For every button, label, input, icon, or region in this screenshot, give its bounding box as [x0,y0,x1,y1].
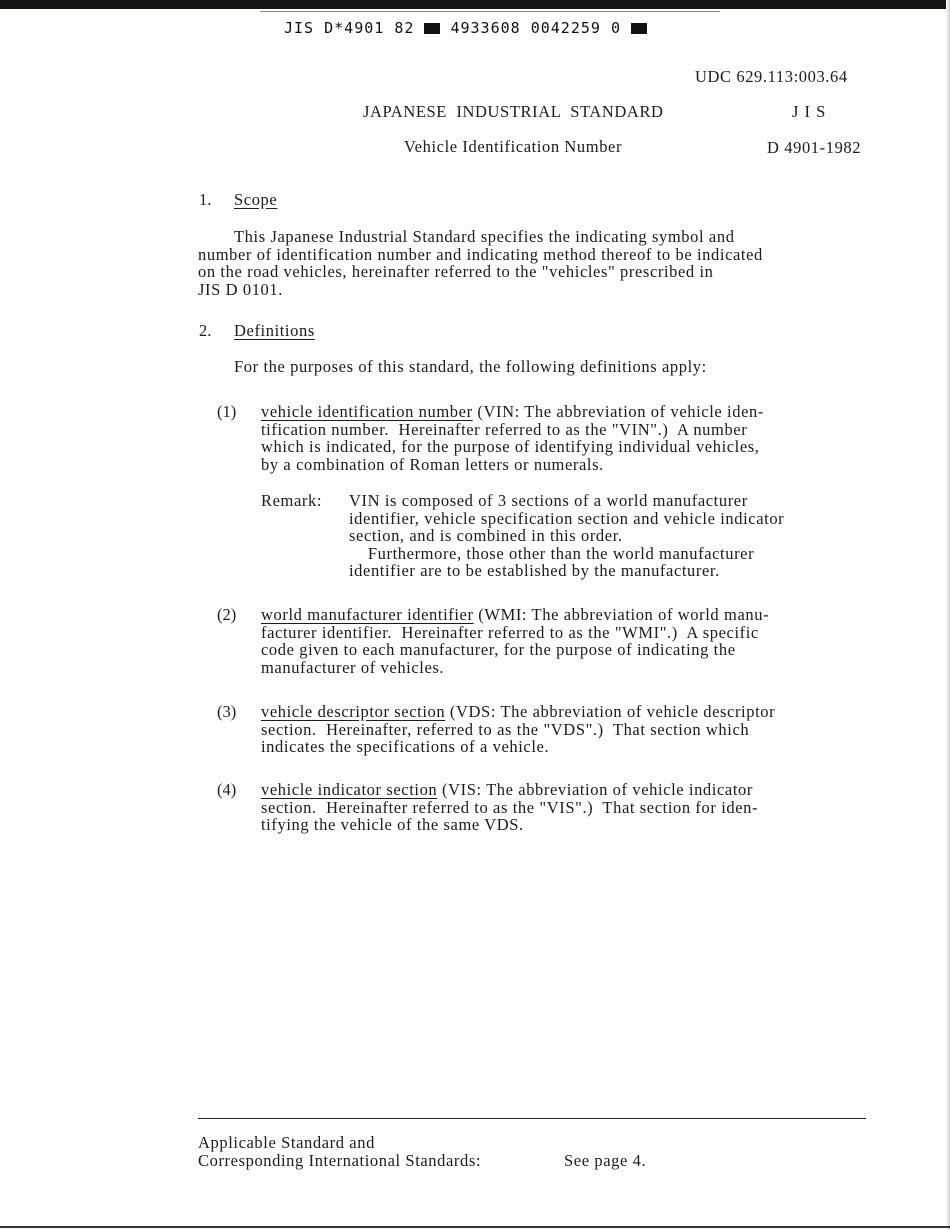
definition-text: (VDS: The abbreviation of vehicle descriptor [445,702,776,721]
paragraph-line: number of identification number and indicating method thereof to be indicated [198,244,763,264]
remark-body [349,492,879,580]
remark-line: identifier are to be established by the manufacturer. [349,561,720,580]
definition-number: (1) [217,402,237,421]
scan-bottom-edge [0,1226,950,1228]
scan-artifact-line [260,11,720,12]
definition-line: section. Hereinafter referred to as the "VIS".) That section for iden- [261,797,759,817]
section-2-number: 2. [199,321,212,340]
definition-line: section. Hereinafter, referred to as the "VDS".) That section which [261,719,750,739]
section-1-body [198,228,878,298]
definition-text: (VIS: The abbreviation of vehicle indicator [437,780,753,799]
definition-text: (VIN: The abbreviation of vehicle iden- [472,402,764,421]
section-1-heading: Scope [234,190,278,209]
definition-item-vds [261,703,901,756]
document-barcode [284,20,647,38]
definition-line: indicates the specifications of a vehicle. [261,737,550,756]
section-2-heading: Definitions [234,321,315,340]
definition-line: facturer identifier. Hereinafter referred to as the "WMI".) A specific [261,622,759,642]
definition-term: vehicle descriptor section [261,702,446,721]
jis-label: J I S [792,102,827,121]
standard-org: JAPANESE INDUSTRIAL STANDARD [363,102,664,121]
definition-line: which is indicated, for the purpose of identifying individual vehicles, [261,437,760,456]
scan-top-bar [0,0,950,9]
footer-rule [198,1118,866,1119]
definition-line: code given to each manufacturer, for the purpose of indicating the [261,640,736,659]
definition-item-vis [261,781,881,834]
remark-label: Remark: [261,491,323,510]
definition-line: manufacturer of vehicles. [261,657,445,677]
definition-item-wmi [261,606,881,676]
udc-code: UDC 629.113:003.64 [695,67,848,86]
page-title: Vehicle Identification Number [404,137,623,156]
definition-term: world manufacturer identifier [261,605,474,624]
remark-line: section, and is combined in this order. [349,526,623,545]
barcode-number: 4933608 0042259 0 [450,19,621,37]
definition-line: by a combination of Roman letters or numerals. [261,454,604,474]
footer-line-1: Applicable Standard and [198,1133,375,1152]
definition-number: (4) [217,780,237,799]
definition-term: vehicle indicator section [261,780,438,799]
definition-text: (WMI: The abbreviation of world manu- [473,605,770,624]
barcode-block-mark [424,23,440,34]
definition-number: (3) [217,702,237,721]
definition-line: tification number. Hereinafter referred to as the "VIN".) A number [261,419,748,439]
footer-see-page: See page 4. [564,1151,647,1170]
remark-line: Furthermore, those other than the world manufacturer [349,543,755,563]
barcode-block-mark [631,23,647,34]
definition-number: (2) [217,605,237,624]
definition-line: tifying the vehicle of the same VDS. [261,815,524,834]
section-2-intro: For the purposes of this standard, the following definitions apply: [234,357,707,376]
remark-line: VIN is composed of 3 sections of a world manufacturer [349,491,748,510]
paragraph-line: This Japanese Industrial Standard specifies the indicating symbol and [234,227,735,246]
footer-line-2: Corresponding International Standards: [198,1151,482,1170]
section-1-number: 1. [199,190,212,209]
barcode-prefix: JIS D*4901 82 [284,19,415,37]
scan-right-edge [946,0,950,1230]
standard-code: D 4901-1982 [767,138,862,157]
definition-item-vin [261,403,881,473]
paragraph-line: JIS D 0101. [198,279,283,299]
paragraph-line: on the road vehicles, hereinafter referred to the "vehicles" prescribed in [198,262,714,281]
remark-line: identifier, vehicle specification section and vehicle indicator [349,508,785,528]
definition-term: vehicle identification number [261,402,473,421]
